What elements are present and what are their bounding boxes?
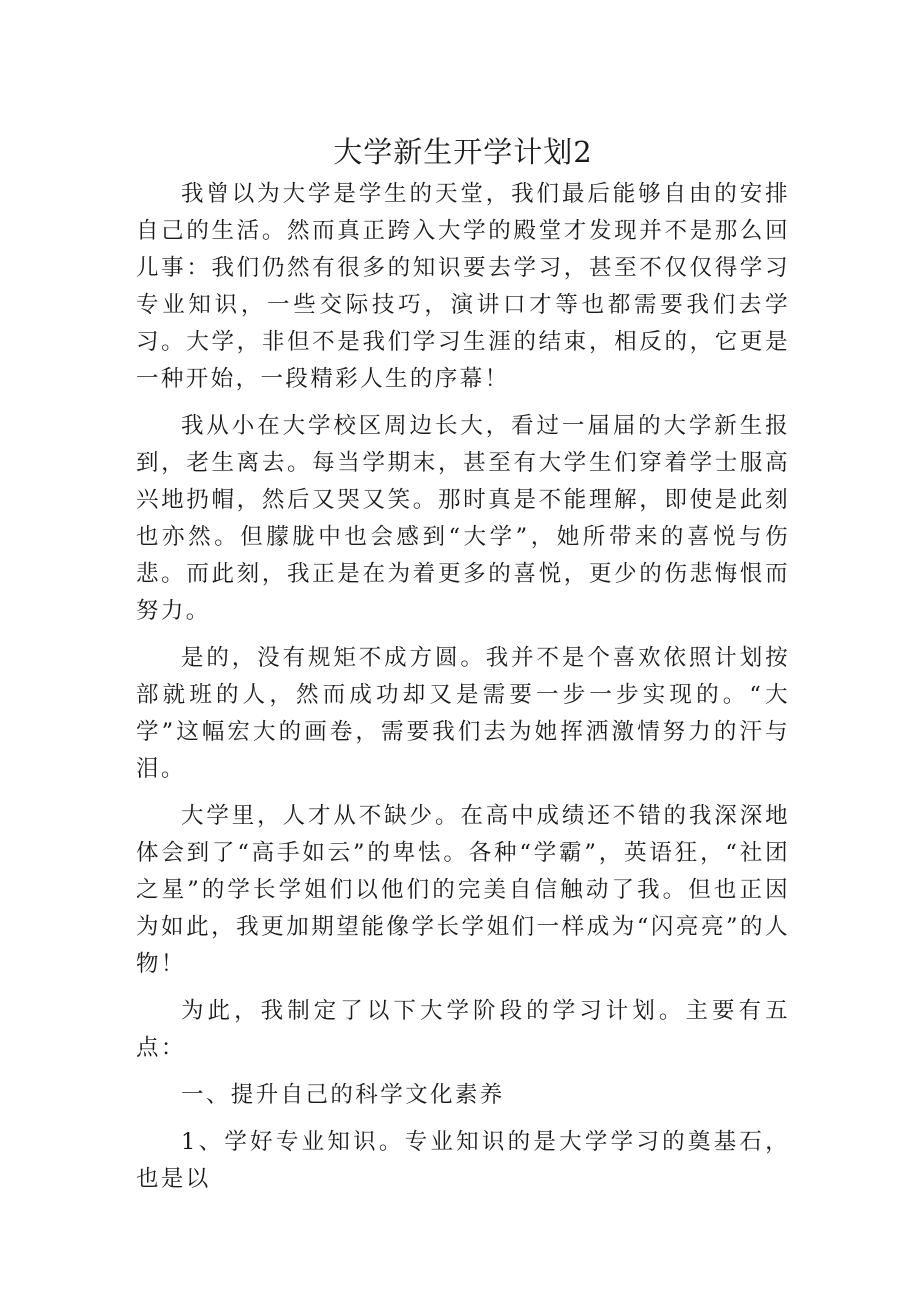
section-heading-1: 一、提升自己的科学文化素养: [181, 1082, 505, 1108]
document-page: [136, 132, 790, 1208]
list-item-1: 1、学好专业知识。专业知识的是大学学习的奠基石，也是以: [136, 1129, 790, 1192]
paragraph-3: 是的，没有规矩不成方圆。我并不是个喜欢依照计划按部就班的人，然而成功却又是需要一步一步实现的。“大学”这幅宏大的画卷，需要我们去为她挥洒激情努力的汗与泪。: [136, 645, 790, 782]
document-title: 大学新生开学计划2: [333, 135, 593, 169]
paragraph-5: 为此，我制定了以下大学阶段的学习计划。主要有五点：: [136, 998, 790, 1061]
paragraph-4: 大学里，人才从不缺少。在高中成绩还不错的我深深地体会到了“高手如云”的卑怯。各种“学霸”，英语狂，“社团之星”的学长学姐们以他们的完美自信触动了我。但也正因为如此，我更加期望能像学长学姐们一样成为“闪亮亮”的人物！: [136, 803, 790, 977]
paragraph-1: 我曾以为大学是学生的天堂，我们最后能够自由的安排自己的生活。然而真正跨入大学的殿堂才发现并不是那么回儿事：我们仍然有很多的知识要去学习，甚至不仅仅得学习专业知识，一些交际技巧，演讲口才等也都需要我们去学习。大学，非但不是我们学习生涯的结束，相反的，它更是一种开始，一段精彩人生的序幕！: [136, 181, 790, 392]
paragraph-2: 我从小在大学校区周边长大，看过一届届的大学新生报到，老生离去。每当学期末，甚至有大学生们穿着学士服高兴地扔帽，然后又哭又笑。那时真是不能理解，即使是此刻也亦然。但朦胧中也会感到“大学”，她所带来的喜悦与伤悲。而此刻，我正是在为着更多的喜悦，更少的伤悲悔恨而努力。: [136, 413, 790, 624]
